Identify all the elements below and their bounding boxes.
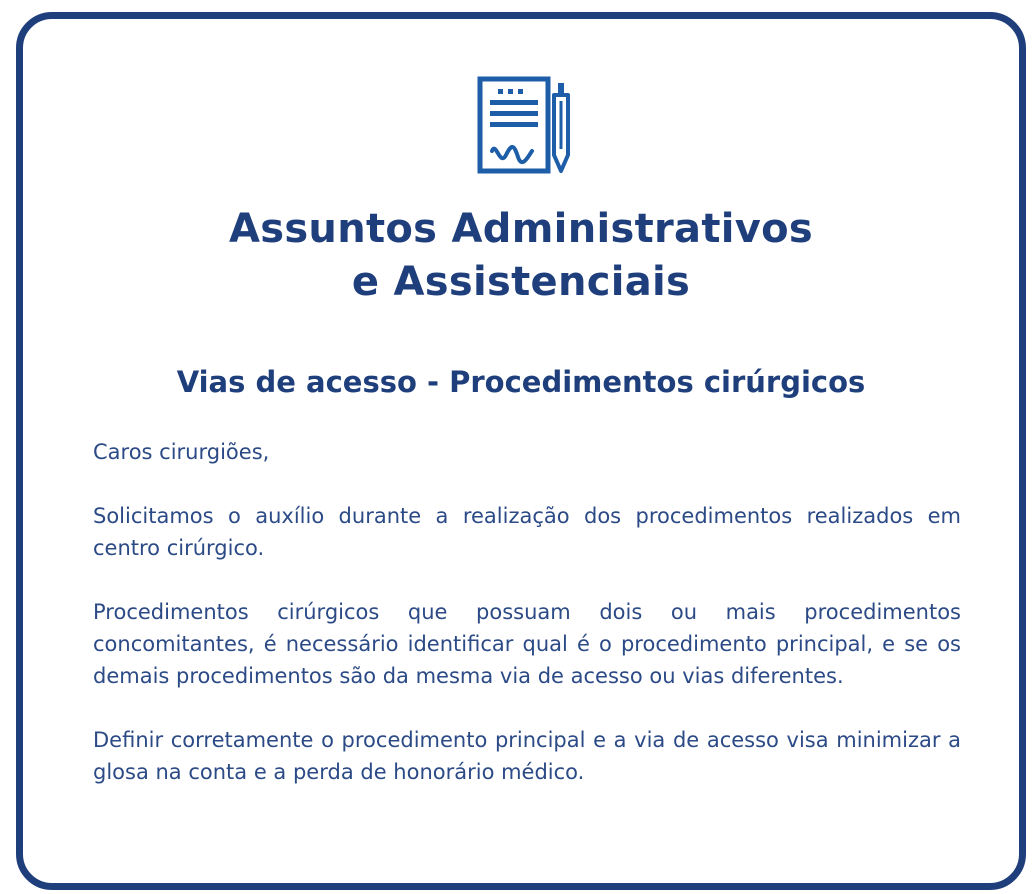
greeting-text: Caros cirurgiões, <box>93 440 270 464</box>
title-line-1: Assuntos Administrativos <box>228 206 814 252</box>
paragraph-1: Solicitamos o auxílio durante a realização dos procedimentos realizados em centro cirúrgico. <box>93 504 961 560</box>
document-signature-pen-icon <box>476 75 578 177</box>
notice-body <box>93 436 961 820</box>
paragraph-3: Definir corretamente o procedimento principal e a via de acesso visa minimizar a glosa na conta e a perda de honorário médico. <box>93 728 961 784</box>
paragraph-2: Procedimentos cirúrgicos que possuam dois ou mais procedimentos concomitantes, é necessário identificar qual é o procedimento principal, e se os demais procedimentos são da mesma via de acesso ou vias diferentes. <box>93 600 961 688</box>
title-line-2: e Assistenciais <box>351 259 691 305</box>
page-subtitle: Vias de acesso - Procedimentos cirúrgicos <box>176 365 866 399</box>
page-title <box>23 203 1019 309</box>
notice-card <box>16 12 1026 890</box>
